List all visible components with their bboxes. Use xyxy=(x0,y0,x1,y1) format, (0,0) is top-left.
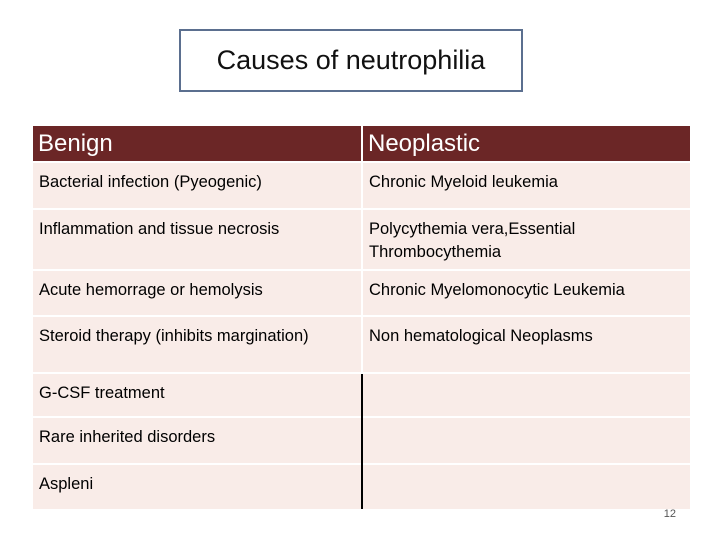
benign-cell: Bacterial infection (Pyeogenic) xyxy=(33,162,362,209)
table-row xyxy=(33,417,690,464)
table-row xyxy=(33,373,690,417)
neoplastic-cell-empty xyxy=(362,373,690,417)
benign-cell: Rare inherited disorders xyxy=(33,417,362,464)
table-row xyxy=(33,270,690,316)
table-row xyxy=(33,209,690,270)
page-number: 12 xyxy=(663,508,676,520)
neoplastic-cell: Non hematological Neoplasms xyxy=(362,316,690,373)
neoplastic-cell: Chronic Myelomonocytic Leukemia xyxy=(362,270,690,316)
benign-cell: Acute hemorrage or hemolysis xyxy=(33,270,362,316)
header-neoplastic: Neoplastic xyxy=(362,126,690,162)
benign-cell: G-CSF treatment xyxy=(33,373,362,417)
table-row xyxy=(33,464,690,509)
neoplastic-cell-empty xyxy=(362,417,690,464)
benign-cell: Aspleni xyxy=(33,464,362,509)
benign-cell: Steroid therapy (inhibits margination) xyxy=(33,316,362,373)
table-row xyxy=(33,162,690,209)
neoplastic-cell: Chronic Myeloid leukemia xyxy=(362,162,690,209)
table-row xyxy=(33,316,690,373)
slide-title: Causes of neutrophilia xyxy=(216,45,486,75)
slide-title-box xyxy=(179,29,523,92)
causes-table xyxy=(33,126,690,509)
header-benign: Benign xyxy=(33,126,362,162)
neoplastic-cell: Polycythemia vera,Essential Thrombocythemia xyxy=(362,209,690,270)
neoplastic-cell-empty xyxy=(362,464,690,509)
table-header-row xyxy=(33,126,690,162)
benign-cell: Inflammation and tissue necrosis xyxy=(33,209,362,270)
